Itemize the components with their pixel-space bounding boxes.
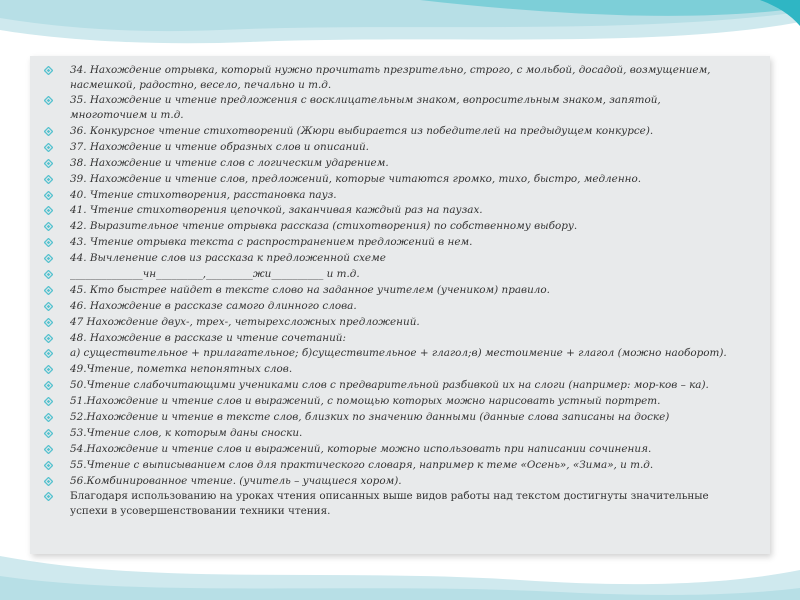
list-item-text: 54.Нахождение и чтение слов и выражений, которые можно использовать при написании сочинения. (70, 442, 652, 455)
list-item (38, 219, 738, 234)
list-item-text: 37. Нахождение и чтение образных слов и описаний. (70, 140, 369, 153)
list-item-text: 35. Нахождение и чтение предложения с восклицательным знаком, вопросительным знаком, запятой, многоточием и т.д. (70, 94, 661, 122)
list-item-text: 50.Чтение слабочитающими учениками слов с предварительной разбивкой их на слоги (например: мор-ков – ка). (70, 379, 709, 392)
teal-diamond-bullet-icon (44, 477, 53, 486)
list-item-text: 44. Вычленение слов из рассказа к предложенной схеме (70, 252, 386, 265)
teal-diamond-bullet-icon (44, 461, 53, 470)
list-item (38, 156, 738, 171)
list-item-text: ______________чн_________,_________жи__________ и т.д. (70, 267, 360, 280)
list-item (38, 346, 738, 361)
list-item-text: 34. Нахождение отрывка, который нужно прочитать презрительно, строго, с мольбой, досадой, возмущением, насмешкой, радостно, весело, печально и т.д. (70, 64, 711, 91)
list-item (38, 63, 738, 92)
list-item-text: 38. Нахождение и чтение слов с логическим ударением. (70, 156, 389, 169)
teal-diamond-bullet-icon (44, 254, 53, 263)
teal-diamond-bullet-icon (44, 206, 53, 215)
list-item-text: 41. Чтение стихотворения цепочкой, заканчивая каждый раз на паузах. (70, 204, 483, 217)
teal-diamond-bullet-icon (44, 349, 53, 358)
list-item (38, 378, 738, 393)
conclusion-paragraph (38, 489, 738, 518)
teal-diamond-bullet-icon (44, 143, 53, 152)
teal-diamond-bullet-icon (44, 222, 53, 231)
list-item (38, 235, 738, 250)
list-item-text: 46. Нахождение в рассказе самого длинного слова. (70, 299, 357, 312)
list-item (38, 283, 738, 298)
list-item-text: 48. Нахождение в рассказе и чтение сочетаний: (70, 331, 347, 344)
list-item (38, 299, 738, 314)
teal-diamond-bullet-icon (44, 238, 53, 247)
list-item (38, 426, 738, 441)
list-item-text: а) существительное + прилагательное; б)существительное + глагол;в) местоимение + глагол (можно наоборот). (70, 347, 727, 360)
list-item (38, 458, 738, 473)
list-item (38, 203, 738, 218)
teal-diamond-bullet-icon (44, 302, 53, 311)
list-item (38, 251, 738, 266)
list-item-text: 43. Чтение отрывка текста с распространением предложений в нем. (70, 236, 473, 249)
teal-diamond-bullet-icon (44, 318, 53, 327)
list-item-text: 39. Нахождение и чтение слов, предложений, которые читаются громко, тихо, быстро, медленно. (70, 172, 642, 185)
teal-diamond-bullet-icon (44, 381, 53, 390)
list-item (38, 331, 738, 346)
list-item-text: 47 Нахождение двух-, трех-, четырехсложных предложений. (70, 315, 420, 328)
teal-diamond-bullet-icon (44, 334, 53, 343)
list-item-text: 51.Нахождение и чтение слов и выражений, с помощью которых можно нарисовать устный портрет. (70, 395, 661, 408)
list-item-text: 45. Кто быстрее найдет в тексте слово на заданное учителем (учеником) правило. (70, 283, 550, 296)
list-item (38, 140, 738, 155)
list-item (38, 410, 738, 425)
bullet-list (38, 63, 738, 520)
list-item (38, 394, 738, 409)
list-item-text: 49.Чтение, пометка непонятных слов. (70, 363, 293, 376)
teal-diamond-bullet-icon (44, 159, 53, 168)
teal-diamond-bullet-icon (44, 66, 53, 75)
list-item (38, 474, 738, 489)
teal-diamond-bullet-icon (44, 191, 53, 200)
teal-diamond-bullet-icon (44, 96, 53, 105)
list-item-text: 42. Выразительное чтение отрывка рассказа (стихотворения) по собственному выбору. (70, 220, 578, 233)
conclusion-text: Благодаря использованию на уроках чтения описанных выше видов работы над текстом достигнуты значительные успехи в усовершенствовании техники чтения. (70, 490, 709, 518)
list-item-text: 40. Чтение стихотворения, расстановка пауз. (70, 188, 337, 201)
list-item (38, 267, 738, 282)
teal-diamond-bullet-icon (44, 492, 53, 501)
list-item-text: 56.Комбинированное чтение. (учитель – учащиеся хором). (70, 474, 402, 487)
teal-diamond-bullet-icon (44, 127, 53, 136)
list-item-text: 52.Нахождение и чтение в тексте слов, близких по значению данными (данные слова записаны на доске) (70, 411, 670, 423)
teal-diamond-bullet-icon (44, 445, 53, 454)
list-item-text: 36. Конкурсное чтение стихотворений (Жюри выбирается из победителей на предыдущем конкурсе). (70, 124, 654, 137)
teal-diamond-bullet-icon (44, 397, 53, 406)
list-item-text: 53.Чтение слов, к которым даны сноски. (70, 426, 303, 439)
list-item (38, 442, 738, 457)
list-item-text: 55.Чтение с выписыванием слов для практического словаря, например к теме «Осень», «Зима», и т.д. (70, 458, 654, 471)
teal-diamond-bullet-icon (44, 365, 53, 374)
teal-diamond-bullet-icon (44, 429, 53, 438)
teal-diamond-bullet-icon (44, 286, 53, 295)
list-item (38, 124, 738, 139)
list-item (38, 188, 738, 203)
teal-diamond-bullet-icon (44, 175, 53, 184)
teal-diamond-bullet-icon (44, 270, 53, 279)
list-item (38, 315, 738, 330)
list-item (38, 172, 738, 187)
list-item (38, 93, 738, 122)
list-item (38, 362, 738, 377)
teal-diamond-bullet-icon (44, 413, 53, 422)
